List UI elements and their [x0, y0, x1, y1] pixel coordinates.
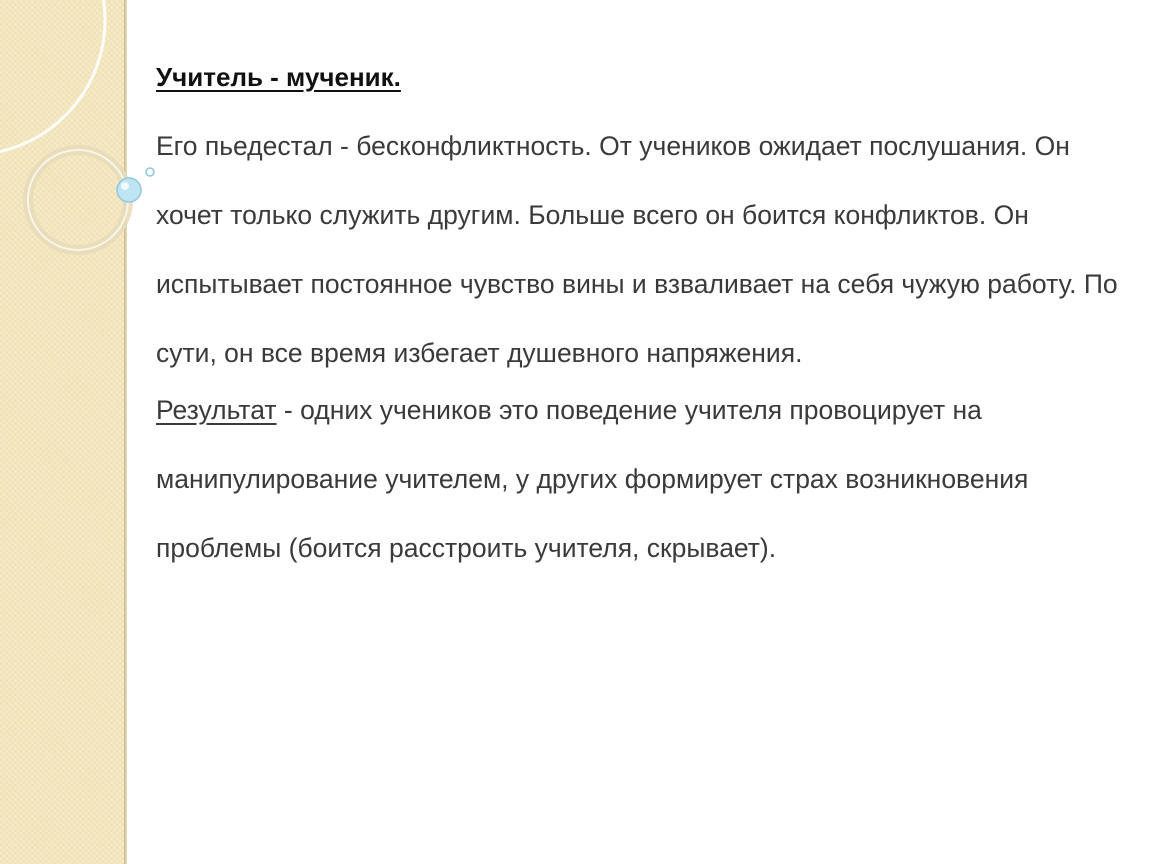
slide-content: [156, 56, 1136, 583]
large-arc-circle: [0, 0, 105, 155]
bubble-large: [117, 178, 141, 202]
slide-title: Учитель - мученик.: [156, 62, 401, 92]
bubble-small: [146, 168, 154, 176]
result-text: - одних учеников это поведение учителя провоцирует на манипулирование учителем, у других формирует страх возникновения проблемы (боится расстроить учителя, скрывает).: [156, 395, 1029, 563]
description-paragraph: Его пьедестал - бесконфликтность. От учеников ожидает послушания. Он хочет только служить другим. Больше всего он боится конфликтов. Он испытывает постоянное чувство вины и взваливает на себя чужую работу. По сути, он все время избегает душевного напряжения.: [156, 131, 1118, 368]
ring-circle-inner: [28, 150, 128, 250]
result-label: Результат: [156, 395, 277, 425]
bubble-highlight: [121, 182, 129, 190]
result-paragraph: [156, 376, 1136, 583]
